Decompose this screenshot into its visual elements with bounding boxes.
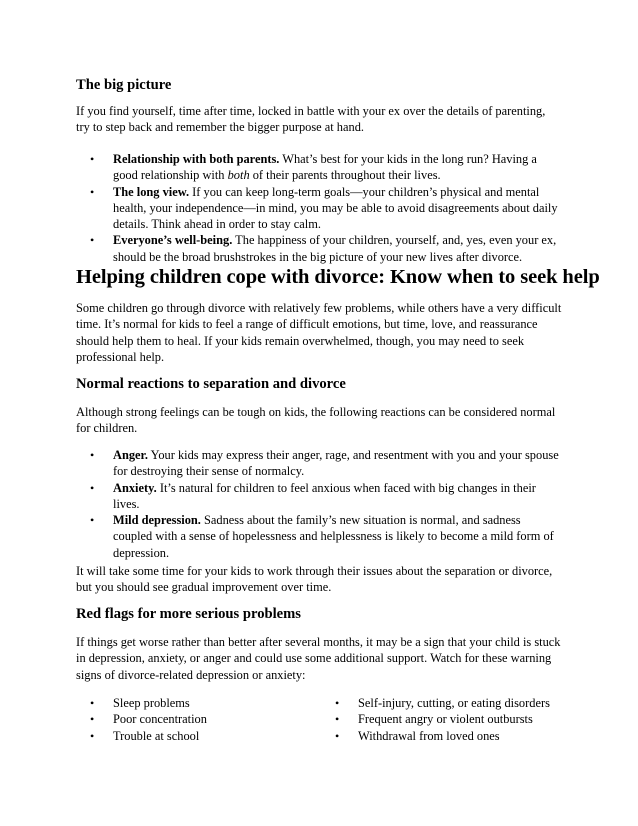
list-item	[76, 728, 321, 744]
list-item	[76, 695, 321, 711]
bullet-icon: •	[90, 233, 95, 248]
list-item-title: Relationship with both parents.	[113, 152, 280, 166]
heading-normal-reactions: Normal reactions to separation and divorce	[76, 376, 346, 392]
bullet-icon: •	[90, 480, 95, 495]
warning-signs-right	[321, 695, 576, 744]
paragraph-red-flags-intro: If things get worse rather than better after several months, it may be a sign that your child is stuck in depression, anxiety, or anger and could use some additional support. Watch for these warning signs of divorce-related depression or anxiety:	[76, 635, 561, 682]
bullet-icon: •	[335, 712, 340, 727]
list-item-text: What’s best for your kids in the long run? Having a good relationship with	[113, 152, 537, 183]
paragraph-big-picture-intro: If you find yourself, time after time, locked in battle with your ex over the details of parenting, try to step back and remember the bigger purpose at hand.	[76, 104, 546, 135]
list-item	[76, 480, 562, 513]
list-item-text: The happiness of your children, yourself, and, yes, even your ex, should be the broad brushstrokes in the big picture of your new lives after divorce.	[113, 233, 557, 264]
list-item	[321, 695, 576, 711]
paragraph-normal-reactions-outro: It will take some time for your kids to work through their issues about the separation or divorce, but you should see gradual improvement over time.	[76, 564, 553, 595]
list-item	[76, 232, 562, 265]
list-item	[76, 184, 562, 233]
warning-signs-left	[76, 695, 321, 744]
bullet-icon: •	[90, 152, 95, 166]
bullet-icon: •	[335, 696, 340, 710]
heading-seek-help: Helping children cope with divorce: Know when to seek help	[76, 266, 600, 288]
list-item-text: Sleep problems	[113, 696, 190, 710]
list-big-picture	[76, 151, 562, 265]
list-item-text: It’s natural for children to feel anxious when faced with big changes in their lives.	[113, 480, 536, 511]
list-item	[321, 728, 576, 744]
list-item-title: Everyone’s well-being.	[113, 233, 233, 248]
list-item-title: Mild depression.	[113, 513, 201, 528]
list-item-text: Sadness about the family’s new situation is normal, and sadness coupled with a sense of hopelessness and helplessness is likely to become a mild form of depression.	[113, 513, 554, 560]
bullet-icon: •	[90, 712, 95, 727]
heading-red-flags: Red flags for more serious problems	[76, 606, 301, 622]
bullet-icon: •	[90, 728, 95, 743]
list-item-text: Your kids may express their anger, rage, and resentment with you and your spouse for destroying their sense of normalcy.	[113, 448, 559, 479]
bullet-icon: •	[90, 184, 95, 199]
bullet-icon: •	[335, 728, 340, 743]
list-item	[76, 151, 562, 184]
heading-big-picture: The big picture	[76, 77, 172, 93]
list-item-text: Poor concentration	[113, 712, 207, 727]
list-item-title: Anger.	[113, 448, 148, 462]
list-item-text: Trouble at school	[113, 728, 200, 743]
list-item-text: Withdrawal from loved ones	[358, 728, 500, 743]
list-normal-reactions	[76, 447, 562, 561]
list-item	[76, 711, 321, 727]
paragraph-seek-help: Some children go through divorce with relatively few problems, while others have a very difficult time. It’s normal for kids to feel a range of difficult emotions, but time, love, and reassurance should help them to heal. If your kids remain overwhelmed, though, you may need to seek professional help.	[76, 301, 562, 365]
list-item-title: Anxiety.	[113, 480, 157, 495]
bullet-icon: •	[90, 696, 95, 710]
list-item-text: Self-injury, cutting, or eating disorders	[358, 696, 550, 710]
warning-signs-columns	[76, 695, 576, 744]
bullet-icon: •	[90, 513, 95, 528]
list-item-title: The long view.	[113, 184, 190, 199]
paragraph-normal-reactions-intro: Although strong feelings can be tough on kids, the following reactions can be considered normal for children.	[76, 405, 556, 436]
list-item-text: of their parents throughout their lives.	[249, 168, 441, 183]
list-item-emphasis: both	[227, 168, 250, 183]
list-item-text: If you can keep long-term goals—your children’s physical and mental health, your independence—in mind, you may be able to avoid disagreements about daily details. Think ahead in order to stay calm.	[113, 184, 558, 232]
list-item	[321, 711, 576, 727]
list-item-text: Frequent angry or violent outbursts	[358, 712, 533, 727]
list-item	[76, 512, 562, 561]
bullet-icon: •	[90, 448, 95, 462]
list-item	[76, 447, 562, 480]
